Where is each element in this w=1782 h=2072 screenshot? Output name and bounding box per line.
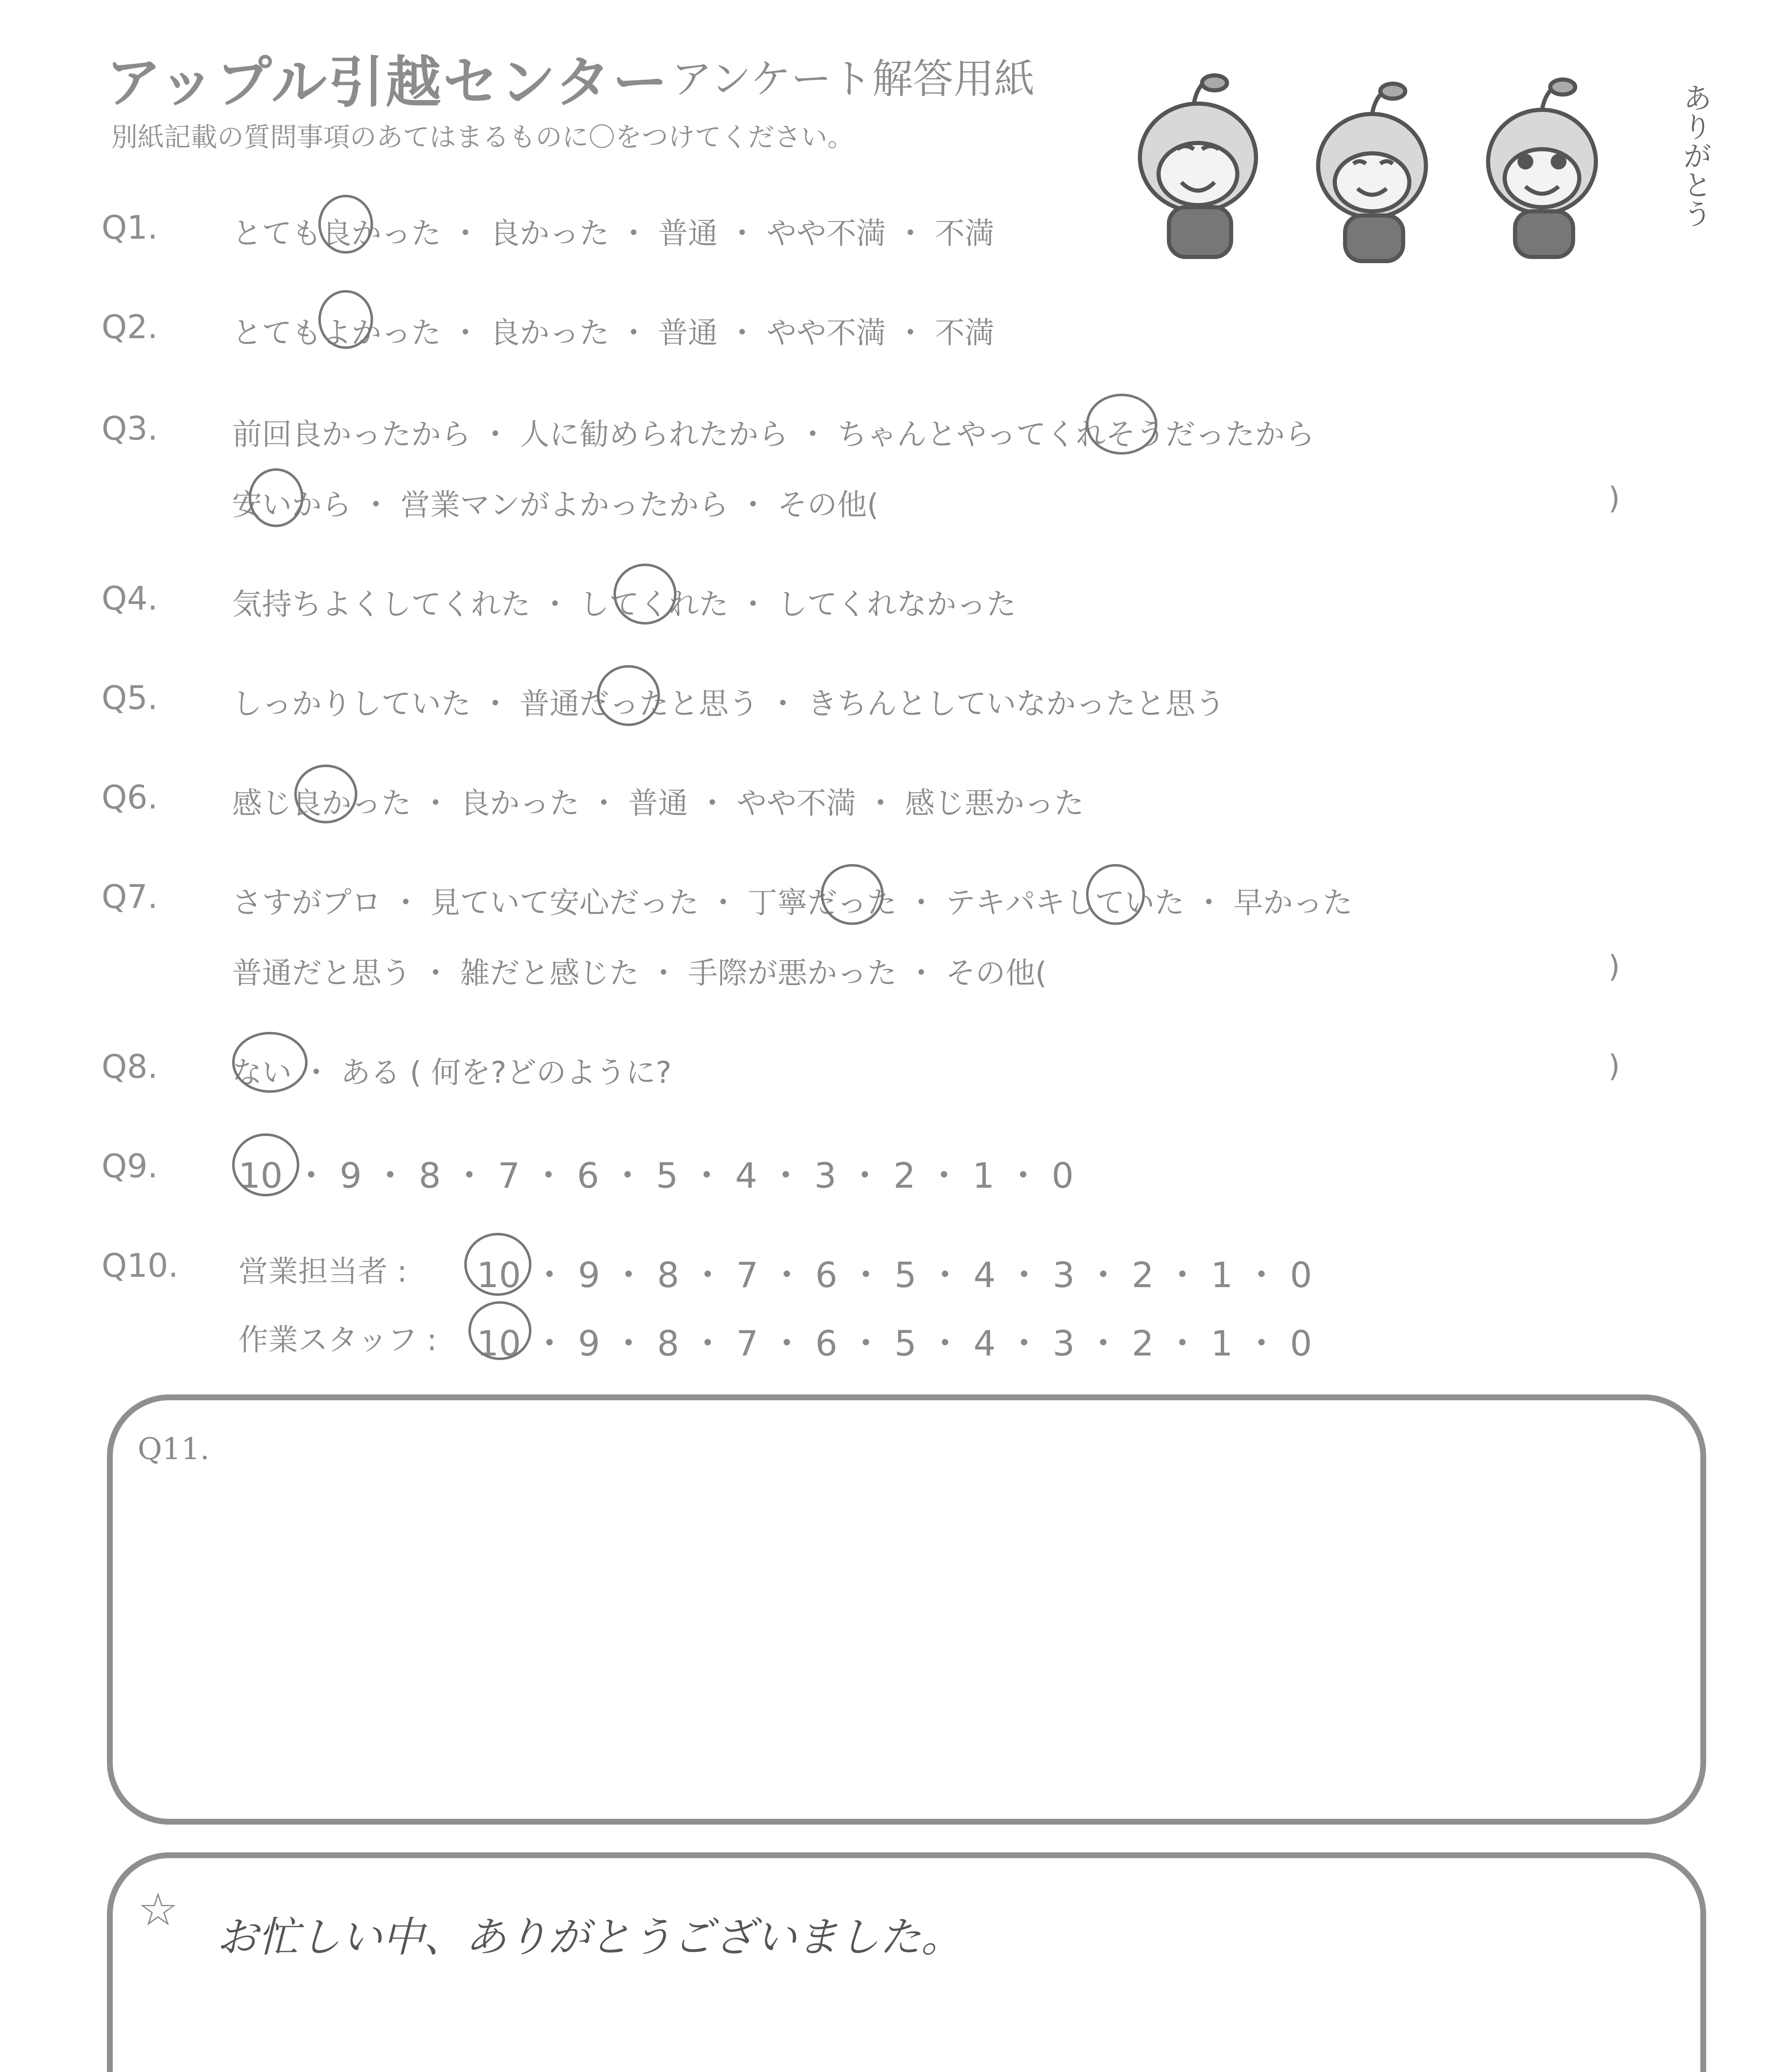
q10-sales-label: 営業担当者 : bbox=[238, 1254, 407, 1289]
form-subtitle: アンケート解答用紙 bbox=[672, 56, 1035, 103]
thanks-text: ありがとう bbox=[1678, 83, 1712, 228]
q1-options[interactable]: とても良かった ・ 良かった ・ 普通 ・ やや不満 ・ 不満 bbox=[232, 216, 995, 251]
q3-label: Q3. bbox=[102, 410, 158, 448]
q8-options[interactable]: ない ・ ある ( 何を?どのように? bbox=[232, 1055, 672, 1090]
q3-close-paren: ) bbox=[1608, 481, 1620, 516]
q4-label: Q4. bbox=[102, 580, 158, 617]
answer-circle bbox=[597, 665, 660, 726]
answer-circle bbox=[294, 765, 357, 823]
answer-circle bbox=[613, 564, 676, 625]
q10-staff-scale[interactable]: 10 ・ 9 ・ 8 ・ 7 ・ 6 ・ 5 ・ 4 ・ 3 ・ 2 ・ 1 ・ 0 bbox=[477, 1323, 1312, 1364]
q7-label: Q7. bbox=[102, 879, 158, 916]
handwritten-comment: お忙しい中、ありがとうございました。 bbox=[216, 1913, 963, 1961]
answer-circle bbox=[464, 1233, 531, 1296]
q6-label: Q6. bbox=[102, 779, 158, 816]
answer-circle bbox=[232, 1032, 308, 1093]
q10-staff-label: 作業スタッフ : bbox=[238, 1322, 437, 1357]
q10-sales-scale[interactable]: 10 ・ 9 ・ 8 ・ 7 ・ 6 ・ 5 ・ 4 ・ 3 ・ 2 ・ 1 ・ 0 bbox=[477, 1255, 1312, 1295]
q3-options-line2[interactable]: 安いから ・ 営業マンがよかったから ・ その他( bbox=[232, 487, 879, 522]
q8-label: Q8. bbox=[102, 1048, 158, 1086]
q7-close-paren: ) bbox=[1608, 949, 1620, 984]
q5-label: Q5. bbox=[102, 680, 158, 717]
answer-circle bbox=[318, 290, 373, 349]
form-title: アップル引越センター bbox=[106, 50, 669, 115]
answer-circle bbox=[468, 1301, 531, 1360]
q9-label: Q9. bbox=[102, 1148, 158, 1185]
answer-circle bbox=[1086, 864, 1145, 925]
mascot-monkeys-illustration bbox=[1127, 50, 1729, 265]
q2-label: Q2. bbox=[102, 309, 158, 346]
answer-circle bbox=[318, 195, 373, 254]
comment-box[interactable] bbox=[107, 1852, 1706, 2072]
q4-options[interactable]: 気持ちよくしてくれた ・ してくれた ・ してくれなかった bbox=[232, 587, 1016, 622]
q10-label: Q10. bbox=[102, 1247, 179, 1285]
instruction-text: 別紙記載の質問事項のあてはまるものに〇をつけてください。 bbox=[111, 122, 854, 153]
star-icon: ☆ bbox=[138, 1883, 179, 1936]
q7-options-line2[interactable]: 普通だと思う ・ 雑だと感じた ・ 手際が悪かった ・ その他( bbox=[232, 956, 1047, 990]
q8-close-paren: ) bbox=[1608, 1048, 1620, 1083]
q7-options-line1[interactable]: さすがプロ ・ 見ていて安心だった ・ 丁寧だった ・ テキパキしていた ・ 早かった bbox=[232, 885, 1353, 920]
q2-options[interactable]: とてもよかった ・ 良かった ・ 普通 ・ やや不満 ・ 不満 bbox=[232, 315, 995, 350]
q1-label: Q1. bbox=[102, 209, 158, 247]
q5-options[interactable]: しっかりしていた ・ 普通だったと思う ・ きちんとしていなかったと思う bbox=[232, 686, 1225, 721]
answer-circle bbox=[821, 864, 884, 925]
answer-circle bbox=[1086, 394, 1157, 455]
q9-scale[interactable]: 10 ・ 9 ・ 8 ・ 7 ・ 6 ・ 5 ・ 4 ・ 3 ・ 2 ・ 1 ・ 0 bbox=[238, 1155, 1074, 1196]
answer-circle bbox=[232, 1133, 299, 1196]
q6-options[interactable]: 感じ良かった ・ 良かった ・ 普通 ・ やや不満 ・ 感じ悪かった bbox=[232, 786, 1084, 821]
q11-box[interactable] bbox=[107, 1394, 1706, 1825]
q11-label: Q11. bbox=[138, 1431, 210, 1466]
answer-circle bbox=[249, 468, 303, 527]
q3-options-line1[interactable]: 前回良かったから ・ 人に勧められたから ・ ちゃんとやってくれそうだったから bbox=[232, 417, 1315, 452]
